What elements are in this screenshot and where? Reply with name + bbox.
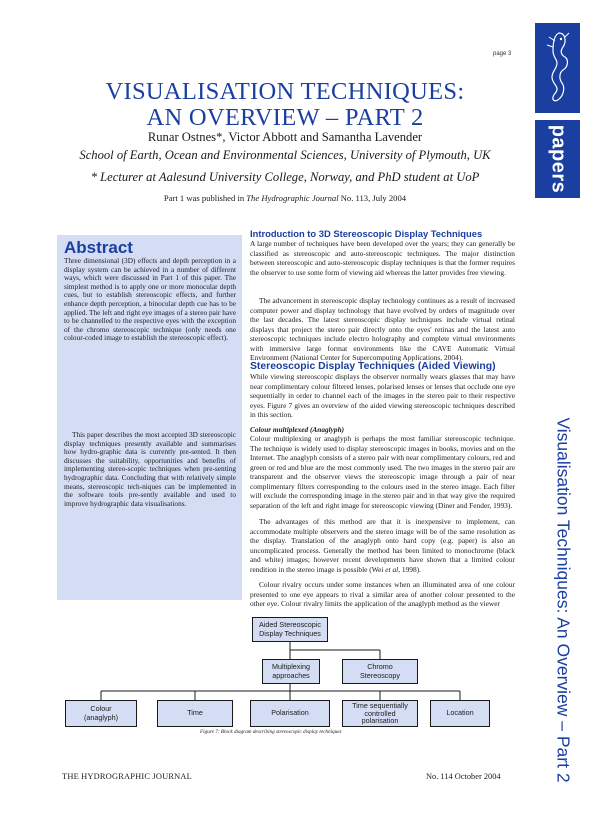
node-time-text: Time bbox=[187, 708, 203, 718]
node-colour-line-2: (anaglyph) bbox=[84, 712, 118, 722]
diagram-node-polarisation bbox=[250, 700, 330, 727]
section-heading-intro: Introduction to 3D Stereoscopic Display Techniques bbox=[250, 228, 483, 239]
anaglyph-p2-etal: et al bbox=[385, 564, 399, 574]
anaglyph-p2-part-a: The advantages of this method are that it is inexpensive to implement, can accommodate multiple observers and the stereo image will be of the same resolution as the display. Translation of the anaglyph onto hard copy (e.g. paper) is also an uncomplicated process. Generally the method has been limited to monochrome (black and white) images; however recent developments have shown that a limited colour rendition in the stereo image is possible (Wei bbox=[250, 517, 515, 574]
node-polarisation-text: Polarisation bbox=[271, 708, 309, 718]
abstract-paragraph-2: This paper describes the most accepted 3D stereoscopic display techniques presently available and summarises how hydro-graphic data is currently pre-sented. It then discusses the suitability, opportunities and benefits of implementing stereo-scopic techniques when pre-senting hydrographic data. Concluding that with relatively simple means, stereoscopic tech-niques can be implemented in the software tools pre-sently available and used to improve hydrographic data visualisations. bbox=[64, 430, 236, 508]
part1-journal: The Hydrographic Journal bbox=[246, 193, 339, 203]
aided-paragraph-1: While viewing stereoscopic displays the observer normally wears glasses that may have near complimentary colour filtered lenses, polarised lenses or lenses that occlude one eye sequentially in order to channel each of the images in the stereo pair to their respective eyes. Figure 7 gives an overview of the aided viewing stereoscopic techniques described in this section. bbox=[250, 372, 515, 420]
node-time-seq-line-2: controlled bbox=[364, 708, 396, 718]
node-root-text bbox=[253, 621, 327, 638]
journal-logo bbox=[535, 23, 580, 113]
author-footnote: * Lecturer at Aalesund University College, Norway, and PhD student at UoP bbox=[90, 170, 480, 184]
anaglyph-p2-part-b: , 1998). bbox=[398, 564, 422, 574]
intro-paragraph-2-text: The advancement in stereoscopic display technology continues as a result of increased computer power and display technology that have evolved by orders of magnitude over the last decades. The latest stereoscopic display techniques include virtual retinal displays that project the stereo pair directly onto the eyes' retinas and the latest auto stereoscopic techniques include electro holography and complete virtual environments with immersive large format environments like the CAVE Automatic Virtual Environment (National Center for Supercomputing Applications, 2004). bbox=[250, 296, 515, 363]
anaglyph-paragraph-1: Colour multiplexing or anaglyph is perhaps the most familiar stereoscopic technique. The technique is widely used to display stereoscopic images in books, movies and on the Internet. The anaglyph consists of a stereo pair with near complimentary colours, red and green or red and blue are the most commonly used. The two images in the stereo pair are transparent and the observer views the stereoscopic image through a pair of near complimentary filters corresponding to the colours used in the stereo image. Each filter will exclude the corresponding image in the stereo pair and in that way give the required separation of the left and right image for stereoscopic viewing (Diner and Fender, 1993). bbox=[250, 434, 515, 510]
diagram-node-colour bbox=[65, 700, 137, 727]
diagram-node-location bbox=[430, 700, 490, 727]
papers-section-tab bbox=[535, 120, 580, 198]
node-chromo-text bbox=[343, 663, 417, 680]
intro-paragraph-1: A large number of techniques have been developed over the years; they can generally be classified as stereoscopic and auto-stereoscopic techniques. The major distinction between stereoscopic and auto-stereoscopic display techniques is that the former requires the observer to use some form of viewing aid whereas the latter provides free viewing. bbox=[250, 239, 515, 277]
article-title bbox=[40, 79, 530, 131]
papers-label: papers bbox=[547, 124, 569, 194]
node-root-line-1: Aided Stereoscopic bbox=[259, 620, 321, 630]
intro-paragraph-2 bbox=[250, 296, 515, 363]
diagram-node-time bbox=[157, 700, 233, 727]
node-colour-text bbox=[66, 705, 136, 722]
node-multiplexing-text bbox=[263, 663, 319, 680]
node-time-seq-line-1: Time sequentially bbox=[352, 701, 408, 711]
footer-issue: No. 114 October 2004 bbox=[426, 772, 501, 781]
diagram-node-multiplexing bbox=[262, 659, 320, 684]
page-number: page 3 bbox=[493, 51, 512, 57]
node-colour-line-1: Colour bbox=[90, 704, 112, 714]
footer-journal-name: THE HYDROGRAPHIC JOURNAL bbox=[62, 772, 192, 781]
diagram-node-root bbox=[252, 617, 328, 642]
anaglyph-paragraph-2-text bbox=[250, 517, 515, 574]
anaglyph-paragraph-3 bbox=[250, 580, 515, 609]
part1-suffix: No. 113, July 2004 bbox=[338, 193, 407, 203]
node-multiplexing-line-2: approaches bbox=[272, 670, 310, 680]
node-multiplexing-line-1: Multiplexing bbox=[272, 662, 310, 672]
abstract-paragraph-1: Three dimensional (3D) effects and depth perception in a display system can be achieved in a number of different ways, which were discussed in Part 1 of this paper. The simplest method is to apply one or more monocular depth cues, but to establish stereoscopic effects, and further enhance depth perception, a binocular depth cue has to be applied. The left and right eye images of a stereo pair have to be channelled to the respective eyes with the exception of the chromo stereoscopic technique (only needs one colour-coded image to establish the stereoscopic effect). bbox=[64, 256, 236, 343]
abstract-heading: Abstract bbox=[64, 238, 133, 257]
title-line-2: AN OVERVIEW – PART 2 bbox=[146, 104, 424, 131]
anaglyph-paragraph-2 bbox=[250, 517, 515, 574]
affiliation: School of Earth, Ocean and Environmental Sciences, University of Plymouth, UK bbox=[79, 148, 491, 162]
diagram-node-chromo bbox=[342, 659, 418, 684]
part1-prefix: Part 1 was published in bbox=[163, 193, 247, 203]
seahorse-logo-icon bbox=[535, 23, 580, 113]
node-root-line-2: Display Techniques bbox=[259, 628, 321, 638]
node-time-seq-text bbox=[343, 702, 417, 725]
subsection-heading-anaglyph: Colour multiplexed (Anaglyph) bbox=[250, 425, 345, 434]
title-line-1: VISUALISATION TECHNIQUES: bbox=[105, 78, 465, 105]
figure-caption: Figure 7: Block diagram describing stereoscopic display techniques bbox=[200, 729, 342, 735]
node-chromo-line-1: Chromo bbox=[367, 662, 393, 672]
node-location-text: Location bbox=[446, 708, 474, 718]
anaglyph-paragraph-3-text: Colour rivalry occurs under some instances when an illuminated area of one colour presented to one eye appears to rival a similar area of another colour presented to the other eye. Colour rivalry limits the application of the anaglyph method as the viewer bbox=[250, 580, 515, 609]
vertical-running-title bbox=[548, 417, 578, 783]
node-chromo-line-2: Stereoscopy bbox=[360, 670, 400, 680]
node-time-seq-line-3: polarisation bbox=[361, 716, 399, 726]
part1-note bbox=[40, 193, 530, 203]
authors: Runar Ostnes*, Victor Abbott and Samantha Lavender bbox=[147, 130, 423, 144]
diagram-node-time-sequential bbox=[342, 700, 418, 727]
section-heading-aided: Stereoscopic Display Techniques (Aided Viewing) bbox=[250, 361, 496, 372]
vertical-title-text: Visualisation Techniques: An Overview – Part 2 bbox=[553, 417, 574, 783]
